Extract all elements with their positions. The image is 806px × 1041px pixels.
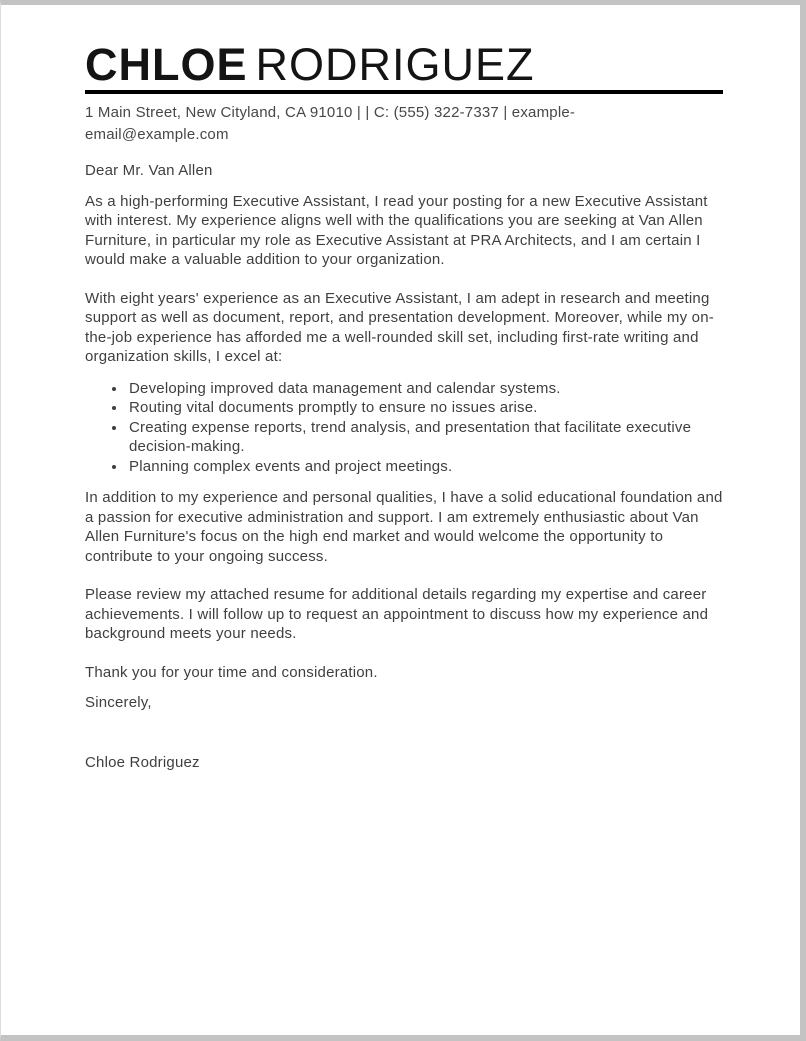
- skills-bullet-list: [85, 379, 730, 477]
- thanks-line: Thank you for your time and consideration.: [85, 663, 378, 681]
- bullet-item: • Routing vital documents promptly to ensure no issues arise.: [127, 398, 730, 418]
- header-divider: [85, 90, 723, 94]
- letter-body: [85, 161, 730, 772]
- signature-name: Chloe Rodriguez: [85, 753, 200, 771]
- bullet-item: • Planning complex events and project meetings.: [127, 457, 730, 477]
- sign-off: Sincerely,: [85, 694, 152, 711]
- contact-line-2: email@example.com: [85, 126, 229, 143]
- salutation: Dear Mr. Van Allen: [85, 162, 213, 179]
- candidate-last-name: RODRIGUEZ: [255, 39, 535, 90]
- letter-header: [85, 39, 723, 146]
- bullet-item: • Creating expense reports, trend analysis, and presentation that facilitate executive decision-making.: [127, 418, 730, 457]
- candidate-name: [85, 39, 723, 90]
- candidate-first-name: CHLOE: [85, 39, 248, 90]
- paragraph-experience: With eight years' experience as an Executive Assistant, I am adept in research and meeting support as well as document, report, and presentation development. Moreover, while my on-the-job experience has afforded me a well-rounded skill set, including first-rate writing and organization skills, I excel at:: [85, 289, 714, 365]
- contact-info: [85, 102, 723, 146]
- bullet-item: • Developing improved data management and calendar systems.: [127, 379, 730, 399]
- contact-line-1: 1 Main Street, New Cityland, CA 91010 | | C: (555) 322-7337 | example-: [85, 104, 576, 121]
- paragraph-intro: As a high-performing Executive Assistant, I read your posting for a new Executive Assistant with interest. My experience aligns well with the qualifications you are seeking at Van Allen Furniture, in particular my role as Executive Assistant at PRA Architects, and I am certain I would make a valuable addition to your organization.: [85, 192, 708, 268]
- paragraph-education: In addition to my experience and personal qualities, I have a solid educational foundation and a passion for executive administration and support. I am extremely enthusiastic about Van Allen Furniture's focus on the high end market and would welcome the opportunity to contribute to your ongoing success.: [85, 489, 723, 565]
- paragraph-resume: Please review my attached resume for additional details regarding my expertise and career achievements. I will follow up to request an appointment to discuss how my experience and background meets your needs.: [85, 586, 709, 642]
